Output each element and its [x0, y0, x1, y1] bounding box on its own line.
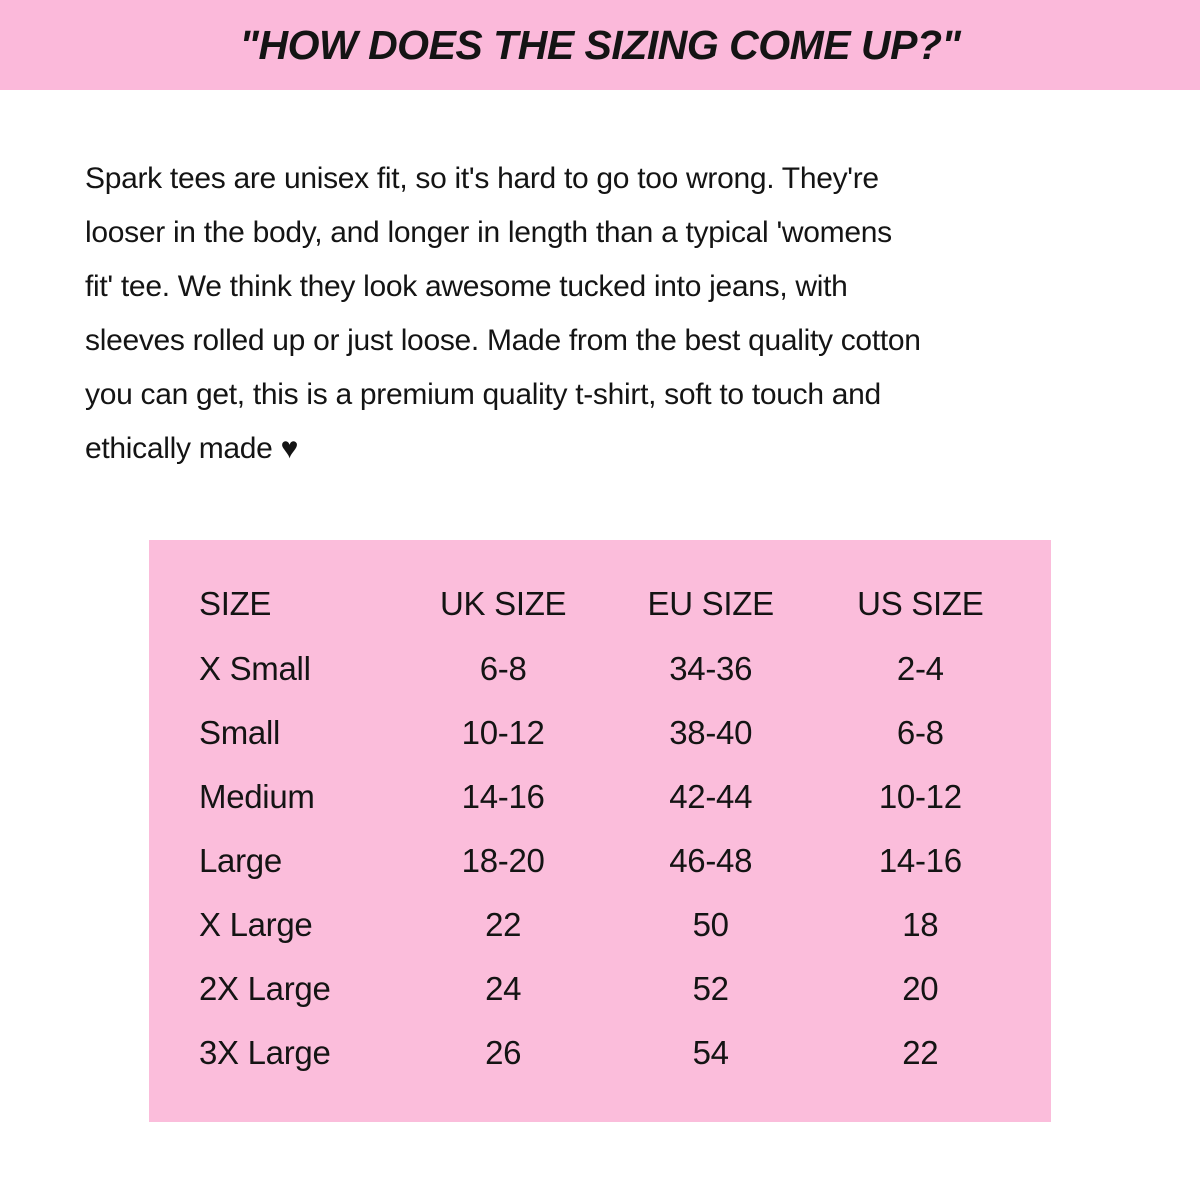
size-value-cell: 42-44	[669, 778, 753, 815]
size-value-cell: 6-8	[896, 714, 944, 751]
size-value-cell: 14-16	[878, 842, 962, 879]
intro-line: fit' tee. We think they look awesome tucked into jeans, with	[85, 270, 848, 303]
size-label-cell: Small	[199, 714, 281, 751]
column-header-eu-size: EU SIZE	[647, 584, 774, 622]
size-label-cell: Large	[199, 842, 282, 879]
size-label-cell: 2X Large	[199, 970, 331, 1007]
size-value-cell: 18	[902, 906, 939, 943]
size-chart-panel	[149, 540, 1051, 1122]
intro-paragraph	[85, 152, 1145, 476]
size-value-cell: 38-40	[669, 714, 753, 751]
size-value-cell: 22	[485, 906, 522, 943]
size-label-cell: 3X Large	[199, 1034, 331, 1071]
intro-line: Spark tees are unisex fit, so it's hard to go too wrong. They're	[85, 162, 879, 195]
size-label-cell: X Small	[199, 650, 311, 687]
size-value-cell: 6-8	[479, 650, 527, 687]
size-value-cell: 34-36	[669, 650, 753, 687]
intro-line: looser in the body, and longer in length than a typical 'womens	[85, 216, 892, 249]
page-title: "HOW DOES THE SIZING COME UP?"	[239, 21, 961, 68]
size-value-cell: 50	[692, 906, 729, 943]
size-value-cell: 20	[902, 970, 939, 1007]
table-row	[199, 829, 1021, 893]
table-row	[199, 765, 1021, 829]
table-row	[199, 637, 1021, 701]
size-label-cell: Medium	[199, 778, 315, 815]
size-table-header-row	[199, 570, 1021, 637]
column-header-size: SIZE	[199, 584, 272, 622]
size-value-cell: 22	[902, 1034, 939, 1071]
table-row	[199, 893, 1021, 957]
column-header-us-size: US SIZE	[857, 584, 984, 622]
size-value-cell: 10-12	[461, 714, 545, 751]
size-label-cell: X Large	[199, 906, 313, 943]
size-value-cell: 54	[692, 1034, 729, 1071]
intro-line: sleeves rolled up or just loose. Made from the best quality cotton	[85, 324, 921, 357]
column-header-uk-size: UK SIZE	[440, 584, 567, 622]
table-row	[199, 701, 1021, 765]
header-banner	[0, 0, 1200, 90]
table-row	[199, 1021, 1021, 1085]
table-row	[199, 957, 1021, 1021]
size-table	[199, 570, 1021, 1085]
size-value-cell: 24	[485, 970, 522, 1007]
size-value-cell: 26	[485, 1034, 522, 1071]
size-value-cell: 52	[692, 970, 729, 1007]
intro-line: ethically made ♥	[85, 432, 299, 465]
size-value-cell: 10-12	[878, 778, 962, 815]
size-value-cell: 14-16	[461, 778, 545, 815]
size-value-cell: 18-20	[461, 842, 545, 879]
intro-line: you can get, this is a premium quality t-shirt, soft to touch and	[85, 378, 881, 411]
size-value-cell: 46-48	[669, 842, 753, 879]
size-value-cell: 2-4	[896, 650, 944, 687]
